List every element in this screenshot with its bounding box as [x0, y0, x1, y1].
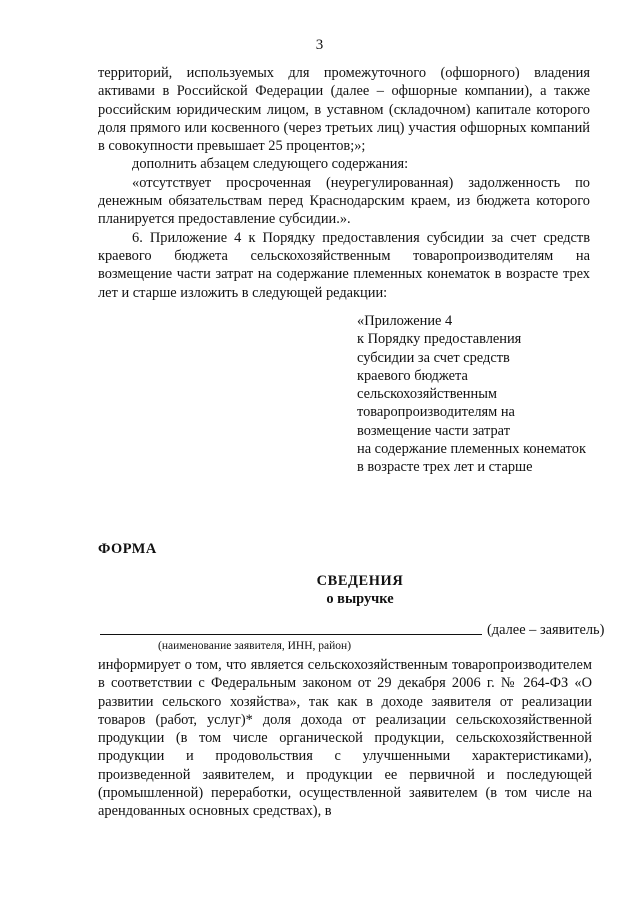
appendix-line: на содержание племенных конематок — [357, 441, 586, 458]
body-text-bottom — [98, 656, 592, 821]
appendix-header — [357, 312, 617, 477]
paragraph-add-clause: дополнить абзацем следующего содержания: — [132, 156, 409, 173]
paragraph-appendix-change: 6. Приложение 4 к Порядку предоставления субсидии за счет средств краевого бюджета сельскохозяйственным товаропроизводителям на возмещение части затрат на содержание племенных конематок в возрасте трех лет и старше изложить в следующей редакции: — [98, 229, 590, 301]
applicant-caption: (наименование заявителя, ИНН, район) — [158, 640, 352, 652]
appendix-line: в возрасте трех лет и старше — [357, 459, 533, 476]
appendix-line: к Порядку предоставления — [357, 331, 522, 348]
applicant-suffix: (далее – заявитель) — [487, 622, 605, 638]
appendix-line: товаропроизводителям на — [357, 404, 515, 421]
paragraph-offshore: территорий, используемых для промежуточного (офшорного) владения активами в Российской Федерации (далее – офшорные компании), а также российским юридическим лицом, в уставном (складочном) капитале которого доля прямого или косвенного (через третьих лиц) участия офшорных компаний в совокупности превышает 25 процентов;»; — [98, 65, 590, 155]
appendix-line: «Приложение 4 — [357, 313, 453, 329]
paragraph-informs: информирует о том, что является сельскохозяйственным товаропроизводителем в соответствии с Федеральным законом от 29 декабря 2006 г. № 264-ФЗ «О развитии сельского хозяйства», так как в доходе заявителя от реализации товаров (работ, услуг)* доля дохода от реализации сельскохозяйственной продукции (в том числе органической продукции, сельскохозяйственной продукции и продовольствия с улучшенными характеристиками), произведенной заявителем, и продукции ее первичной и последующей (промышленной) переработки, осуществленной заявителем (в том числе на арендованных основных средствах), в — [98, 657, 592, 820]
appendix-line: возмещение части затрат — [357, 422, 510, 439]
body-text-top — [98, 64, 590, 302]
document-subtitle: о выручке — [326, 591, 394, 607]
form-label: ФОРМА — [98, 541, 157, 557]
document-title: СВЕДЕНИЯ — [316, 573, 404, 589]
applicant-name-blank — [100, 634, 482, 635]
appendix-line: субсидии за счет средств — [357, 349, 510, 366]
paragraph-no-debt: «отсутствует просроченная (неурегулированная) задолженность по денежным обязательствам перед Краснодарским краем, из бюджета которого планируется предоставление субсидии.». — [98, 174, 590, 228]
appendix-line: краевого бюджета — [357, 367, 468, 384]
appendix-line: сельскохозяйственным — [357, 386, 497, 403]
page-number: 3 — [315, 37, 324, 53]
